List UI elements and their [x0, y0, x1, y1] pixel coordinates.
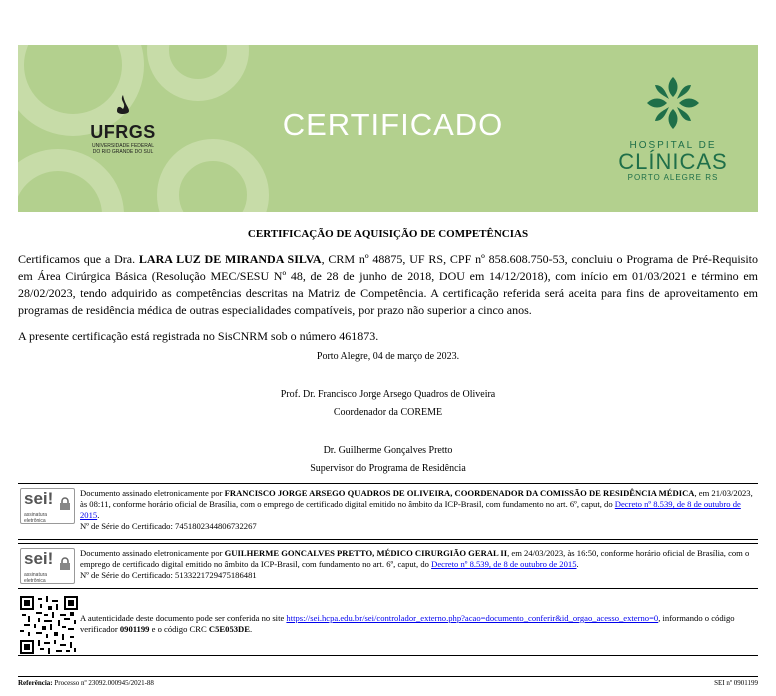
sei-seal — [20, 488, 75, 524]
signer2-role: Supervisor do Programa de Residência — [310, 463, 466, 474]
sei-caption — [24, 572, 47, 584]
hcpa-cross-icon — [643, 73, 703, 133]
sig1-end: . — [97, 510, 100, 520]
verification-url-link[interactable]: https://sei.hcpa.edu.br/sei/controlador_externo.php?acao=documento_conferir&id_orgao_acesso_externo=0 — [286, 613, 659, 623]
decree-link-1[interactable]: Decreto nº 8.539, de 8 de outubro de 2015 — [80, 499, 741, 520]
sei-caption — [24, 512, 47, 524]
sig2-signer: GUILHERME GONCALVES PRETTO, MÉDICO CIRURGIÃO GERAL II — [224, 548, 508, 558]
sig1-signer: FRANCISCO JORGE ARSEGO QUADROS DE OLIVEIRA, COORDENADOR DA COMISSÃO DE RESIDÊNCIA MÉDICA — [224, 488, 695, 498]
document-heading: CERTIFICAÇÃO DE AQUISIÇÃO DE COMPETÊNCIAS — [247, 228, 529, 240]
certificate-title: CERTIFICADO — [282, 107, 504, 142]
hcpa-line-3: PORTO ALEGRE RS — [627, 173, 719, 182]
lock-icon — [59, 557, 71, 570]
footer-label: Referência: — [18, 679, 53, 687]
authenticity-block — [18, 593, 758, 656]
sei-caption-2: eletrônica — [24, 518, 46, 524]
body-intro: Certificamos que a Dra. — [18, 252, 139, 266]
sei-caption-1: assinatura — [24, 572, 48, 578]
ufrgs-subtitle-1: UNIVERSIDADE FEDERAL — [92, 143, 154, 149]
signer1-name: Prof. Dr. Francisco Jorge Arsego Quadros de Oliveira — [280, 389, 496, 400]
sei-logo-text: sei! — [24, 549, 54, 568]
body-rest: , CRM nº 48875, UF RS, CPF nº 858.608.750-53, concluiu o Programa de Pré-Requisito em Área Cirúrgica Básica (Resolução MEC/SESU Nº 48, de 28 de junho de 2018, DOU em 14/12/2018), com início em 01/03/2021 e término em 28/02/2023, tendo adquirido as competências descritas na Matriz de Competência. A certificação referida será aceita para fins de aproveitamento em programas de residência médica de outras especialidades compatíveis, por prazo não superior a cinco anos. — [18, 252, 758, 317]
recipient-name: LARA LUZ DE MIRANDA SILVA — [138, 252, 322, 266]
ufrgs-flame-icon — [113, 95, 133, 117]
auth-middle2: e o código CRC — [149, 624, 209, 634]
certification-paragraph — [18, 251, 758, 319]
sei-caption-1: assinatura — [24, 512, 48, 518]
hcpa-line-1: HOSPITAL DE — [629, 140, 717, 151]
auth-middle: , informando o código verificador — [80, 613, 735, 634]
hcpa-logo — [618, 73, 728, 182]
place-date: Porto Alegre, 04 de março de 2023. — [316, 351, 460, 362]
signature-block-1 — [18, 483, 758, 540]
qr-code-icon — [20, 596, 78, 654]
verifier-code: 0901199 — [119, 624, 150, 634]
ufrgs-name: UFRGS — [90, 122, 156, 142]
sei-logo-text: sei! — [24, 489, 54, 508]
sig2-prefix: Documento assinado eletronicamente por — [80, 548, 225, 558]
sig2-end: . — [576, 559, 579, 569]
signer1-role: Coordenador da COREME — [333, 407, 443, 418]
signature-text-1 — [80, 488, 756, 532]
auth-end: . — [249, 624, 253, 634]
sig1-serial: Nº de Série do Certificado: 7451802344806732267 — [80, 521, 257, 531]
crc-code: C5E053DE — [208, 624, 250, 634]
sig1-prefix: Documento assinado eletronicamente por — [80, 488, 225, 498]
lock-icon — [59, 497, 71, 510]
sei-caption-2: eletrônica — [24, 578, 46, 584]
authenticity-text — [80, 613, 756, 635]
decree-link-2[interactable]: Decreto nº 8.539, de 8 de outubro de 2015 — [431, 559, 577, 569]
document-footer — [18, 676, 758, 687]
signature-text-2 — [80, 548, 756, 581]
auth-prefix: A autenticidade deste documento pode ser conferida no site — [80, 613, 287, 623]
sig2-middle: , em 24/03/2023, às 16:50, conforme horário oficial de Brasília, com o emprego de certificado digital emitido no âmbito da ICP-Brasil, com fundamento no art. 6º, caput, do — [80, 548, 750, 569]
signature-block-2 — [18, 543, 758, 589]
certificate-banner — [18, 45, 758, 212]
footer-process: Processo nº 23092.000945/2021-88 — [52, 679, 154, 687]
footer-sei-number: SEI nº 0901199 — [714, 679, 758, 687]
registry-paragraph: A presente certificação está registrada no SisCNRM sob o número 461873. — [18, 329, 379, 343]
ufrgs-logo — [78, 95, 168, 155]
signer2-name: Dr. Guilherme Gonçalves Pretto — [323, 445, 453, 456]
sig1-middle: , em 21/03/2023, às 08:11, conforme horário oficial de Brasília, com o emprego de certificado digital emitido no âmbito da ICP-Brasil, com fundamento no art. 6º, caput, do — [80, 488, 753, 509]
sig2-serial: Nº de Série do Certificado: 5133221729475186481 — [80, 570, 257, 580]
sei-seal — [20, 548, 75, 584]
ufrgs-subtitle-2: DO RIO GRANDE DO SUL — [92, 149, 154, 155]
hcpa-line-2: CLÍNICAS — [618, 149, 728, 174]
